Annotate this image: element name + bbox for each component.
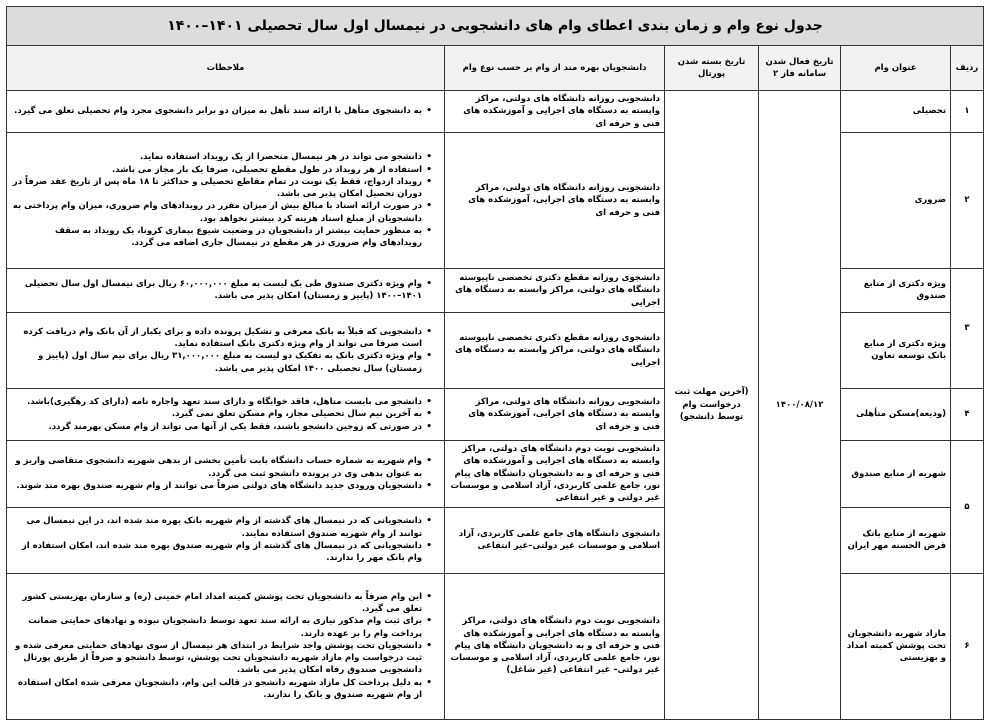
remark-item: • به دانشجوی متأهل با ارائه سند تأهل به میزان دو برابر دانشجوی مجرد وام تحصیلی تعلق می گیرد. [11,105,430,117]
remarks-cell [7,573,445,719]
loan-title: (ودیعه)مسکن متأهلی [841,388,951,440]
row-number: ۵ [951,440,984,573]
remark-item: • دانشجو می تواند در هر نیمسال منحصرا از یک رویداد استفاده نماید. [11,151,430,163]
remark-item: • دانشجویان ورودی جدید دانشگاه های دولتی صرفاً می توانند از وام شهریه صندوق بهره مند شوند. [11,480,430,492]
loan-title: ویژه دکتری از منابع صندوق [841,268,951,312]
loan-title: ضروری [841,132,951,268]
remarks-cell [7,440,445,507]
table-row [7,91,984,133]
row-number: ۶ [951,573,984,719]
remark-item: • به دلیل پرداخت کل مازاد شهریه دانشجو در قالب این وام، دانشجویان معرفی شده امکان استفاده از وام شهریه صندوق و بانک را ندارند. [11,677,430,702]
loan-title: شهریه از منابع صندوق [841,440,951,507]
eligible-cell: دانشجویی نوبت دوم دانشگاه های دولتی، مراکز وابسته به دستگاه های اجرایی و آموزشکده های فنی و حرفه ای و به دانشجویان دانشگاه های پیام نور، جامع علمی کاربردی، آزاد اسلامی و موسسات غیر دولتی و غیر انتفاعی [445,440,665,507]
remarks-cell [7,268,445,312]
eligible-cell: دانشجوی دانشگاه های جامع علمی کاربردی، آزاد اسلامی و موسسات غیر دولتی–غیر انتفاعی [445,507,665,573]
remarks-cell [7,388,445,440]
portal-close-note: (آخرین مهلت ثبت درخواست وام توسط دانشجو) [665,91,759,720]
remark-item: • به آخرین نیم سال تحصیلی مجاز، وام مسکن تعلق نمی گیرد. [11,408,430,420]
activation-date: ۱۴۰۰/۰۸/۱۲ [759,91,841,720]
header-activation-date: تاریخ فعال شدن سامانه فاز ۲ [759,46,841,91]
remarks-cell [7,132,445,268]
remark-item: • رویداد ازدواج، فقط یک نوبت در تمام مقاطع تحصیلی و حداکثر تا ۱۸ ماه پس از تاریخ عقد صرفاً در دوران تحصیل امکان پذیر می باشد. [11,176,430,201]
eligible-cell: دانشجویی نوبت دوم دانشگاه های دولتی، مراکز وابسته به دستگاه های اجرایی و آموزشکده های فنی و حرفه ای و به دانشجویان دانشگاه های پیام نور، جامع علمی کاربردی، آزاد اسلامی و موسسات غیر دولتی– غیر انتفاعی (غیر شاغل) [445,573,665,719]
remark-item: • در صورت ارائه اسناد با مبالغ بیش از میزان مقرر در رویدادهای وام ضروری، میزان وام پرداختی به دانشجویان از مبلغ اسناد هزینه کرد بیشتر نخواهد بود. [11,200,430,225]
loan-title: تحصیلی [841,91,951,133]
remark-item: • این وام صرفاً به دانشجویان تحت پوشش کمیته امداد امام خمینی (ره) و سازمان بهزیستی کشور تعلق می گیرد. [11,591,430,616]
header-portal-close: تاریخ بسته شدن پورتال [665,46,759,91]
remark-item: • دانشجویان تحت پوشش واجد شرایط در ابتدای هر نیمسال از سوی نهادهای حمایتی معرفی شده و ثبت درخواست وام مازاد شهریه دانشجویان تحت پوشش، توسط دانشجو و صرفاً از طریق پورتال دانشجویی صندوق رفاه امکان پذیر می باشد. [11,640,430,677]
page-title: جدول نوع وام و زمان بندی اعطای وام های دانشجویی در نیمسال اول سال تحصیلی ۱۴۰۱–۱۴۰۰ [7,7,984,46]
remark-item: • وام شهریه به شماره حساب دانشگاه بابت تأمین بخشی از بدهی شهریه دانشجوی متقاضی واریز و به عنوان بدهی وی در پرونده دانشجو ثبت می گردد. [11,455,430,480]
remark-item: • وام ویژه دکتری بانک به تفکیک دو لیست به مبلغ ۳۱,۰۰۰,۰۰۰ ریال برای نیم سال اول (پاییز و زمستان) سال تحصیلی ۱۴۰۰ امکان پذیر می باشد. [11,350,430,375]
remarks-cell [7,507,445,573]
remarks-cell [7,91,445,133]
table-header-row [7,46,984,91]
header-remarks: ملاحظات [7,46,445,91]
eligible-cell: دانشجویی روزانه دانشگاه های دولتی، مراکز وابسته به دستگاه های اجرایی و آموزشکده های فنی و حرفه ای [445,91,665,133]
remark-item: • به منظور حمایت بیشتر از دانشجویان در وضعیت شیوع بیماری کرونا، یک رویداد به سقف رویدادهای وام ضروری در هر مقطع در نیمسال جاری اضافه می گردد. [11,225,430,250]
loan-schedule-table [6,6,984,720]
eligible-cell: دانشجوی روزانه مقطع دکتری تخصصی ناپیوسته دانشگاه های دولتی، مراکز وابسته به دستگاه های اجرایی [445,268,665,312]
remarks-cell [7,312,445,388]
loan-title: ویژه دکتری از منابع بانک توسعه تعاون [841,312,951,388]
remark-item: • دانشجویی که قبلاً به بانک معرفی و تشکیل پرونده داده و برای یکبار از آن بانک وام دریافت کرده است صرفا می تواند از وام ویژه دکتری بانک استفاده نماید. [11,326,430,351]
loan-title: مازاد شهریه دانشجویان تحت پوشش کمیته امداد و بهزیستی [841,573,951,719]
remark-item: • دانشجویانی که در نیمسال های گذشته از وام شهریه صندوق بهره مند شده اند، امکان استفاده از وام بانک مهر را ندارند. [11,540,430,565]
eligible-cell: دانشجویی روزانه دانشگاه های دولتی، مراکز وابسته به دستگاه های اجرایی، آموزشکده های فنی و حرفه ای [445,388,665,440]
remark-item: • استفاده از هر رویداد در طول مقطع تحصیلی، صرفا یک بار مجاز می باشد. [11,164,430,176]
header-row-no: ردیف [951,46,984,91]
remark-item: • وام ویژه دکتری صندوق طی یک لیست به مبلغ ۶۰,۰۰۰,۰۰۰ ریال برای نیمسال اول سال تحصیلی ۱۴۰۱–۱۴۰۰ (پاییز و زمستان) امکان پذیر می باشد. [11,278,430,303]
eligible-cell: دانشجویی روزانه دانشگاه های دولتی، مراکز وابسته به دستگاه های اجرایی، آموزشکده های فنی و حرفه ای [445,132,665,268]
loan-title: شهریه از منابع بانک قرض الحسنه مهر ایران [841,507,951,573]
row-number: ۲ [951,132,984,268]
remark-item: • دانشجو می بایست متاهل، فاقد خوابگاه و دارای سند تعهد واجاره نامه (دارای کد رهگیری)باشد. [11,396,430,408]
remark-item: • در صورتی که زوجین دانشجو باشند، فقط یکی از آنها می تواند از وام مسکن بهرمند گردد. [11,421,430,433]
header-loan-title: عنوان وام [841,46,951,91]
header-eligible: دانشجویان بهره مند از وام بر حسب نوع وام [445,46,665,91]
remark-item: • برای ثبت وام مذکور نیازی به ارائه سند تعهد توسط دانشجویان نبوده و نهادهای حمایتی ضمانت پرداخت وام را بر عهده دارند. [11,615,430,640]
eligible-cell: دانشجوی روزانه مقطع دکتری تخصصی ناپیوسته دانشگاه های دولتی، مراکز وابسته به دستگاه های اجرایی [445,312,665,388]
row-number: ۳ [951,268,984,388]
row-number: ۴ [951,388,984,440]
remark-item: • دانشجویانی که در نیمسال های گذشته از وام شهریه بانک بهره مند شده اند، در این نیمسال می توانند از وام شهریه صندوق استفاده نمایند. [11,515,430,540]
row-number: ۱ [951,91,984,133]
